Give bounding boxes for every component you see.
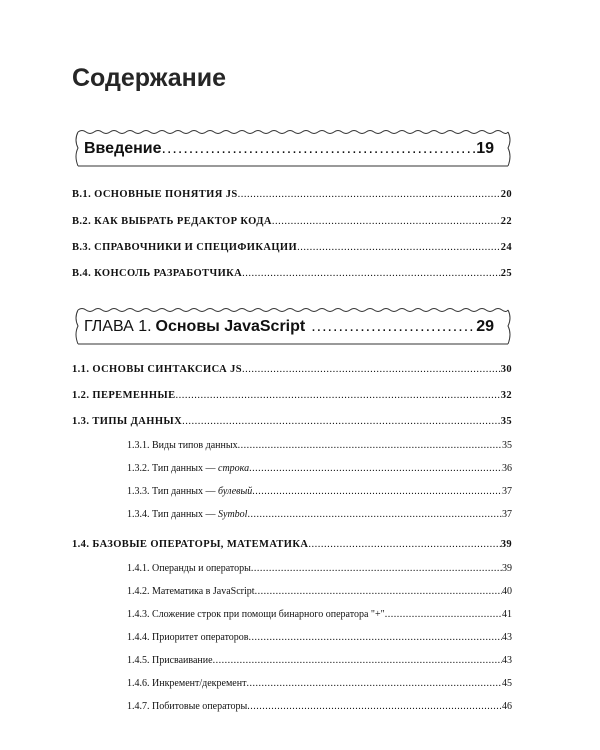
toc-section[interactable] (72, 189, 512, 205)
toc-section[interactable] (72, 268, 512, 284)
subsection-label: 1.3.4. Тип данных — (127, 509, 219, 520)
section-label: 1.4. БАЗОВЫЕ ОПЕРАТОРЫ, МАТЕМАТИКА (72, 539, 309, 550)
leader-dots (249, 632, 502, 643)
leader-dots (311, 318, 476, 336)
section-label: 1.2. ПЕРЕМЕННЫЕ (72, 390, 176, 401)
toc-section[interactable] (72, 242, 512, 258)
subsection-page: 45 (502, 678, 512, 689)
toc-subsection[interactable] (127, 563, 512, 579)
section-page: 32 (500, 390, 512, 401)
chapter-prefix: ГЛАВА 1. (84, 318, 152, 335)
leader-dots (255, 586, 502, 597)
toc-subsection[interactable] (127, 701, 512, 717)
section-page: 24 (500, 242, 512, 253)
leader-dots (385, 609, 502, 620)
subsection-page: 35 (502, 440, 512, 451)
leader-dots (242, 364, 501, 375)
section-page: 39 (500, 539, 512, 550)
leader-dots (182, 416, 501, 427)
page-title: Содержание (72, 64, 227, 92)
subsection-page: 36 (502, 463, 512, 474)
subsection-page: 43 (502, 655, 512, 666)
leader-dots (252, 486, 502, 497)
intro-banner[interactable] (72, 128, 512, 170)
leader-dots (247, 701, 502, 712)
subsection-label: 1.4.7. Побитовые операторы (127, 701, 248, 712)
section-page: 35 (500, 416, 512, 427)
subsection-label: 1.4.5. Присваивание (127, 655, 213, 666)
subsection-label: 1.4.6. Инкремент/декремент (127, 678, 247, 689)
toc-subsection[interactable] (127, 486, 512, 502)
subsection-label: 1.4.3. Сложение строк при помощи бинарного оператора "+" (127, 609, 385, 620)
chapter-page: 29 (476, 318, 494, 335)
section-page: 20 (500, 189, 512, 200)
leader-dots (176, 390, 501, 401)
toc-subsection[interactable] (127, 609, 512, 625)
subsection-label: 1.4.2. Математика в JavaScript (127, 586, 255, 597)
toc-section[interactable] (72, 216, 512, 232)
toc-section[interactable] (72, 364, 512, 380)
leader-dots (246, 678, 502, 689)
leader-dots (213, 655, 502, 666)
toc-subsection[interactable] (127, 509, 512, 525)
toc-section[interactable] (72, 390, 512, 406)
intro-title: Введение (84, 140, 162, 157)
toc-subsection[interactable] (127, 632, 512, 648)
leader-dots (242, 268, 501, 279)
leader-dots (297, 242, 501, 253)
section-page: 30 (500, 364, 512, 375)
chapter-title: Основы JavaScript (155, 318, 306, 335)
chapter-banner[interactable] (72, 306, 512, 348)
toc-subsection[interactable] (127, 440, 512, 456)
section-label: 1.3. ТИПЫ ДАННЫХ (72, 416, 183, 427)
subsection-label: 1.3.2. Тип данных — (127, 463, 219, 474)
section-page: 22 (500, 216, 512, 227)
intro-page: 19 (476, 140, 494, 157)
leader-dots (272, 216, 501, 227)
subsection-page: 43 (502, 632, 512, 643)
toc-subsection[interactable] (127, 678, 512, 694)
subsection-label: 1.4.4. Приоритет операторов (127, 632, 249, 643)
leader-dots (162, 140, 477, 158)
subsection-label: 1.3.3. Тип данных — (127, 486, 219, 497)
section-label: В.3. СПРАВОЧНИКИ И СПЕЦИФИКАЦИИ (72, 242, 298, 253)
leader-dots (247, 509, 502, 520)
subsection-label-italic: булевый (218, 486, 253, 497)
leader-dots (238, 189, 501, 200)
section-page: 25 (500, 268, 512, 279)
toc-subsection[interactable] (127, 463, 512, 479)
subsection-page: 37 (502, 509, 512, 520)
leader-dots (308, 539, 500, 550)
toc-subsection[interactable] (127, 655, 512, 671)
subsection-label-italic: строка (218, 463, 250, 474)
subsection-label: 1.3.1. Виды типов данных (127, 440, 238, 451)
leader-dots (238, 440, 502, 451)
subsection-label-italic: Symbol (218, 509, 248, 520)
subsection-label: 1.4.1. Операнды и операторы (127, 563, 251, 574)
subsection-page: 40 (502, 586, 512, 597)
toc-section[interactable] (72, 416, 512, 432)
subsection-page: 41 (502, 609, 512, 620)
leader-dots (249, 463, 502, 474)
subsection-page: 39 (502, 563, 512, 574)
subsection-page: 46 (502, 701, 512, 712)
leader-dots (251, 563, 502, 574)
toc-section[interactable] (72, 539, 512, 555)
section-label: В.1. ОСНОВНЫЕ ПОНЯТИЯ JS (72, 189, 238, 200)
section-label: В.2. КАК ВЫБРАТЬ РЕДАКТОР КОДА (72, 216, 272, 227)
toc-subsection[interactable] (127, 586, 512, 602)
subsection-page: 37 (502, 486, 512, 497)
section-label: В.4. КОНСОЛЬ РАЗРАБОТЧИКА (72, 268, 243, 279)
section-label: 1.1. ОСНОВЫ СИНТАКСИСА JS (72, 364, 242, 375)
